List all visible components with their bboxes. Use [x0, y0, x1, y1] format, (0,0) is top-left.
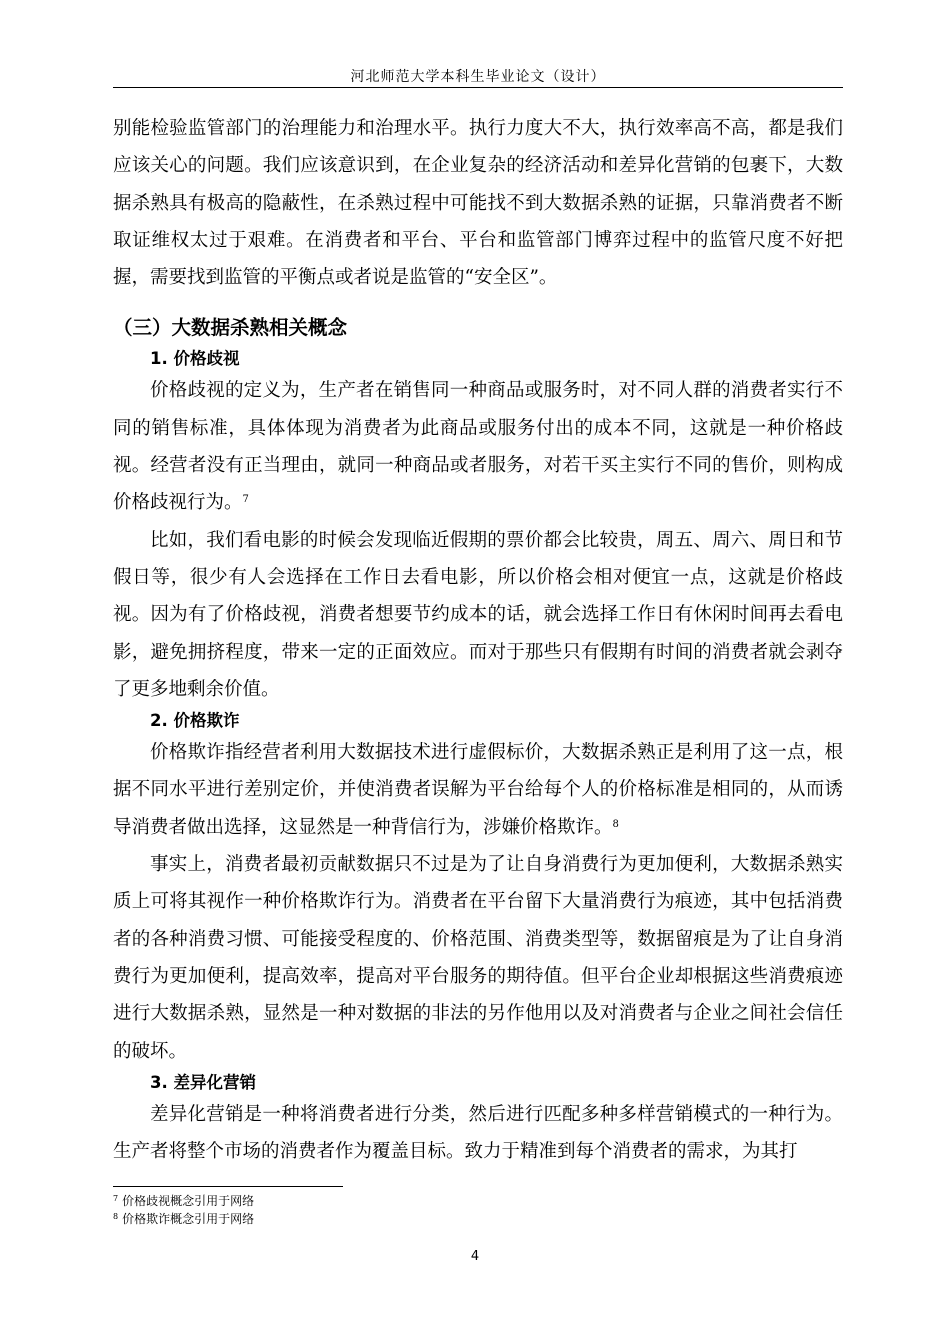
paragraph: 事实上，消费者最初贡献数据只不过是为了让自身消费行为更加便利，大数据杀熟实质上可将其视作一种价格欺诈行为。消费者在平台留下大量消费行为痕迹，其中包括消费者的各种消费习惯、可能接受程度的、价格范围、消费类型等，数据留痕是为了让自身消费行为更加便利，提高效率，提高对平台服务的期待值。但平台企业却根据这些消费痕迹进行大数据杀熟，显然是一种对数据的非法的另作他用以及对消费者与企业之间社会信任的破坏。 — [113, 854, 843, 1062]
subsection-title-differentiated-marketing: 3. 差异化营销 — [150, 1072, 256, 1092]
paragraph: 价格歧视的定义为，生产者在销售同一种商品或服务时，对不同人群的消费者实行不同的销售标准，具体体现为消费者为此商品或服务付出的成本不同，这就是一种价格歧视。经营者没有正当理由，就同一种商品或者服务，对若干买主实行不同的售价，则构成价格歧视行为。$^7$ — [113, 380, 843, 514]
section-title: （三）大数据杀熟相关概念 — [113, 316, 348, 340]
footnote-ref: 8 — [612, 818, 619, 830]
footnotes — [113, 1192, 254, 1228]
subsection-title-price-discrimination: 1. 价格歧视 — [150, 349, 240, 369]
paragraph: 价格欺诈指经营者利用大数据技术进行虚假标价，大数据杀熟正是利用了这一点，根据不同水平进行差别定价，并使消费者误解为平台给每个人的价格标准是相同的，从而诱导消费者做出选择，这显然是一种背信行为，涉嫌价格欺诈。$^8$ — [113, 742, 843, 838]
footnote-item: $^7$ 价格歧视概念引用于网络 — [113, 1194, 255, 1208]
footnote-rule — [113, 1186, 343, 1187]
document-body — [113, 110, 843, 1170]
paragraph: 差异化营销是一种将消费者进行分类，然后进行匹配多种多样营销模式的一种行为。生产者将整个市场的消费者作为覆盖目标。致力于精准到每个消费者的需求，为其打 — [113, 1103, 843, 1163]
subsection-title-price-fraud: 2. 价格欺诈 — [150, 711, 240, 731]
header-rule — [113, 87, 843, 88]
page-number: 4 — [470, 1249, 480, 1264]
footnote-ref: 7 — [242, 494, 249, 506]
footnote-item: $^8$ 价格欺诈概念引用于网络 — [113, 1212, 255, 1226]
paragraph: 比如，我们看电影的时候会发现临近假期的票价都会比较贵，周五、周六、周日和节假日等，很少有人会选择在工作日去看电影，所以价格会相对便宜一点，这就是价格歧视。因为有了价格歧视，消费者想要节约成本的话，就会选择工作日有休闲时间再去看电影，避免拥挤程度，带来一定的正面效应。而对于那些只有假期有时间的消费者就会剥夺了更多地剩余价值。 — [113, 529, 843, 700]
intro-paragraph: 别能检验监管部门的治理能力和治理水平。执行力度大不大，执行效率高不高，都是我们应该关心的问题。我们应该意识到，在企业复杂的经济活动和差异化营销的包裹下，大数据杀熟具有极高的隐蔽性，在杀熟过程中可能找不到大数据杀熟的证据，只靠消费者不断取证维权太过于艰难。在消费者和平台、平台和监管部门博弈过程中的监管尺度不好把握，需要找到监管的平衡点或者说是监管的“安全区”。 — [113, 118, 843, 289]
page-header: 河北师范大学本科生毕业论文（设计） — [350, 69, 606, 85]
